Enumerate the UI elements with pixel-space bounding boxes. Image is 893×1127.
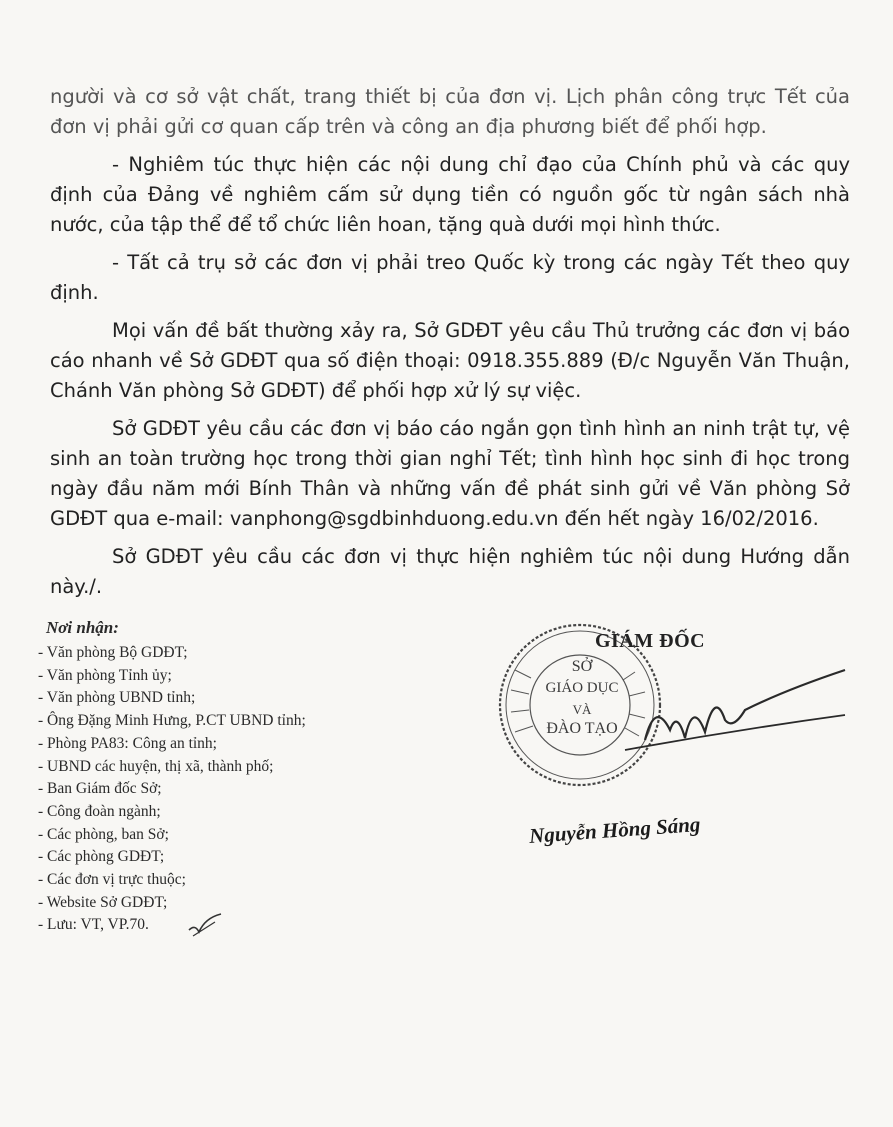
paragraph-directive-1: - Nghiêm túc thực hiện các nội dung chỉ đạo của Chính phủ và các quy định của Đảng về nghiêm cấm sử dụng tiền có nguồn gốc từ ngân sách nhà nước, của tập thể để tổ chức liên hoan, tặng quà dưới mọi hình thức. [50, 153, 850, 236]
recipient-item: - UBND các huyện, thị xã, thành phố; [38, 757, 274, 775]
recipients-list [38, 642, 458, 937]
recipient-item: - Lưu: VT, VP.70. [38, 916, 149, 934]
seal-line: VÀ [572, 702, 592, 717]
seal-line: ĐÀO TẠO [546, 720, 618, 737]
recipient-item: - Các đơn vị trực thuộc; [38, 871, 186, 889]
recipient-item: - Các phòng, ban Sở; [38, 825, 169, 843]
signature-stroke-icon [615, 660, 855, 760]
recipient-item: - Văn phòng Tỉnh ủy; [38, 666, 172, 684]
initial-checkmark-icon [185, 912, 225, 942]
signature-block [495, 620, 875, 860]
recipient-item: - Ông Đặng Minh Hưng, P.CT UBND tỉnh; [38, 712, 306, 730]
paragraph-report-phone: Mọi vấn đề bất thường xảy ra, Sở GDĐT yêu cầu Thủ trưởng các đơn vị báo cáo nhanh về Sở GDĐT qua số điện thoại: 0918.355.889 (Đ/c Nguyễn Văn Thuận, Chánh Văn phòng Sở GDĐT) để phối hợp xử lý sự việc. [50, 319, 850, 402]
seal-line: GIÁO DỤC [545, 680, 619, 696]
recipients-block [38, 618, 458, 937]
recipient-item: - Ban Giám đốc Sở; [38, 780, 162, 798]
recipient-item: - Công đoàn ngành; [38, 802, 161, 820]
recipient-item: - Văn phòng Bộ GDĐT; [38, 644, 188, 661]
document-body [50, 82, 850, 610]
recipients-title: Nơi nhận: [46, 618, 119, 637]
recipient-item: - Văn phòng UBND tỉnh; [38, 689, 196, 707]
recipient-item: - Phòng PA83: Công an tỉnh; [38, 734, 217, 752]
seal-line: SỞ [571, 658, 593, 675]
paragraph-report-email: Sở GDĐT yêu cầu các đơn vị báo cáo ngắn gọn tình hình an ninh trật tự, vệ sinh an toàn trường học trong thời gian nghỉ Tết; tình hình học sinh đi học trong ngày đầu năm mới Bính Thân và những vấn đề phát sinh gửi về Văn phòng Sở GDĐT qua e-mail: vanphong@sgdbinhduong.edu.vn đến hết ngày 16/02/2016. [50, 417, 850, 530]
director-title: GIÁM ĐỐC [595, 630, 706, 652]
recipient-item: - Website Sở GDĐT; [38, 893, 168, 911]
recipient-item: - Các phòng GDĐT; [38, 848, 165, 866]
paragraph-directive-2: - Tất cả trụ sở các đơn vị phải treo Quốc kỳ trong các ngày Tết theo quy định. [50, 251, 850, 304]
paragraph-closing: Sở GDĐT yêu cầu các đơn vị thực hiện nghiêm túc nội dung Hướng dẫn này./. [50, 545, 850, 598]
signer-name: Nguyễn Hồng Sáng [528, 812, 702, 848]
paragraph-continuation: người và cơ sở vật chất, trang thiết bị của đơn vị. Lịch phân công trực Tết của đơn vị phải gửi cơ quan cấp trên và công an địa phương biết để phối hợp. [50, 85, 850, 138]
